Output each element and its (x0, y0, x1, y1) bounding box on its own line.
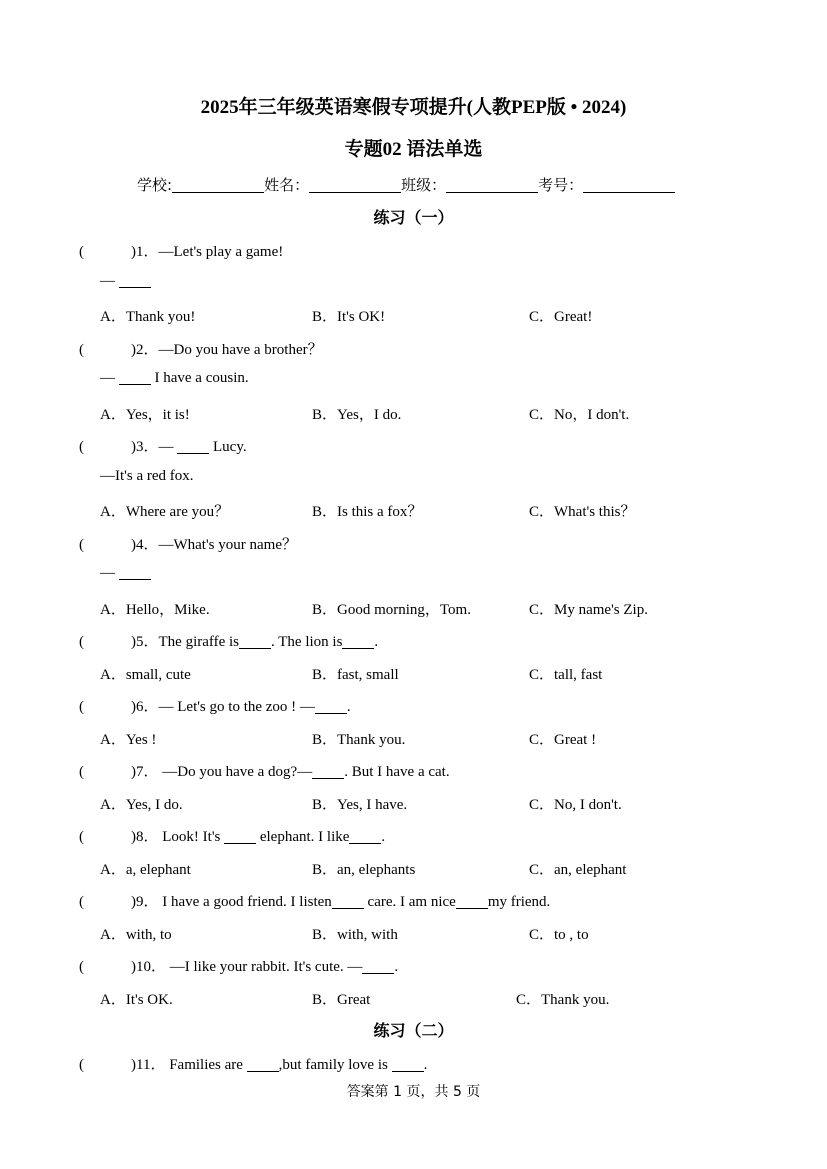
question-10: ( )10． —I like your rabbit. It's cute. — . (79, 959, 399, 975)
q9-option-a[interactable]: A．with, to (100, 927, 172, 943)
question-3: ( )3．— Lucy. (79, 439, 247, 455)
question-6: ( )6．— Let's go to the zoo ! — . (79, 699, 351, 715)
class-label: 班级： (401, 176, 447, 194)
answer-blank[interactable] (119, 370, 151, 385)
student-info-row (137, 174, 675, 195)
school-label: 学校: (137, 176, 173, 194)
answer-blank[interactable] (315, 699, 347, 714)
q10-option-c[interactable]: C．Thank you. (516, 992, 610, 1008)
question-1: ( )1．—Let's play a game! (79, 244, 284, 260)
section-heading-1: 练习（一） (373, 208, 454, 227)
exam-number-label: 考号： (538, 176, 584, 194)
answer-blank[interactable] (349, 829, 381, 844)
answer-blank[interactable] (177, 439, 209, 454)
q10-option-b[interactable]: B．Great (312, 992, 371, 1008)
q2-option-a[interactable]: A．Yes，it is! (100, 407, 190, 423)
q5-option-b[interactable]: B．fast, small (312, 667, 399, 683)
answer-blank[interactable] (247, 1057, 279, 1072)
answer-blank[interactable] (119, 565, 151, 580)
q8-option-b[interactable]: B．an, elephants (312, 862, 416, 878)
q5-option-a[interactable]: A．small, cute (100, 667, 191, 683)
question-4-line2: — (100, 565, 151, 582)
q5-option-c[interactable]: C．tall, fast (529, 667, 603, 683)
q1-option-a[interactable]: A．Thank you! (100, 309, 196, 325)
school-blank[interactable] (172, 177, 264, 193)
class-blank[interactable] (446, 177, 538, 193)
answer-blank[interactable] (312, 764, 344, 779)
question-5: ( )5．The giraffe is . The lion is . (79, 634, 379, 650)
answer-blank[interactable] (456, 894, 488, 909)
section-heading-2: 练习（二） (373, 1021, 454, 1040)
q7-option-a[interactable]: A．Yes, I do. (100, 797, 183, 813)
q2-option-b[interactable]: B．Yes，I do. (312, 407, 402, 423)
question-8: ( )8． Look! It's elephant. I like . (79, 829, 386, 845)
answer-blank[interactable] (342, 634, 374, 649)
question-4: ( )4．—What's your name？ (79, 537, 297, 553)
q3-option-a[interactable]: A．Where are you？ (100, 504, 230, 520)
question-2-line2: — I have a cousin. (100, 370, 249, 386)
question-11: ( )11． Families are ,but family love is . (79, 1057, 428, 1073)
q7-option-c[interactable]: C．No, I don't. (529, 797, 622, 813)
q6-option-b[interactable]: B．Thank you. (312, 732, 406, 748)
question-1-line2: — (100, 273, 151, 290)
q3-option-c[interactable]: C．What's this？ (529, 504, 636, 520)
q1-option-b[interactable]: B．It's OK! (312, 309, 386, 325)
name-blank[interactable] (309, 177, 401, 193)
question-2: ( )2．—Do you have a brother？ (79, 342, 323, 358)
q3-option-b[interactable]: B．Is this a fox？ (312, 504, 423, 520)
name-label: 姓名： (264, 176, 310, 194)
q6-option-a[interactable]: A．Yes ! (100, 732, 157, 748)
q8-option-a[interactable]: A．a, elephant (100, 862, 191, 878)
answer-blank[interactable] (119, 273, 151, 288)
q9-option-c[interactable]: C．to , to (529, 927, 589, 943)
question-9: ( )9． I have a good friend. I listen care. I am nice my friend. (79, 894, 551, 910)
q8-option-c[interactable]: C．an, elephant (529, 862, 627, 878)
answer-blank[interactable] (239, 634, 271, 649)
page-title: 2025年三年级英语寒假专项提升(人教PEP版 • 2024) (200, 97, 627, 118)
q10-option-a[interactable]: A．It's OK. (100, 992, 173, 1008)
answer-blank[interactable] (224, 829, 256, 844)
q2-option-c[interactable]: C．No，I don't. (529, 407, 630, 423)
answer-blank[interactable] (332, 894, 364, 909)
question-7: ( )7． —Do you have a dog?— . But I have a cat. (79, 764, 450, 780)
answer-blank[interactable] (392, 1057, 424, 1072)
q4-option-a[interactable]: A．Hello，Mike. (100, 602, 210, 618)
q7-option-b[interactable]: B．Yes, I have. (312, 797, 408, 813)
q4-option-b[interactable]: B．Good morning，Tom. (312, 602, 471, 618)
q6-option-c[interactable]: C．Great ! (529, 732, 597, 748)
question-3-line2: —It's a red fox. (100, 468, 194, 484)
q1-option-c[interactable]: C．Great! (529, 309, 593, 325)
answer-blank[interactable] (362, 959, 394, 974)
page-subtitle: 专题02 语法单选 (344, 139, 483, 160)
q9-option-b[interactable]: B．with, with (312, 927, 398, 943)
q4-option-c[interactable]: C．My name's Zip. (529, 602, 648, 618)
page-footer: 答案第 1 页，共 5 页 (346, 1084, 481, 1100)
exam-number-blank[interactable] (583, 177, 675, 193)
